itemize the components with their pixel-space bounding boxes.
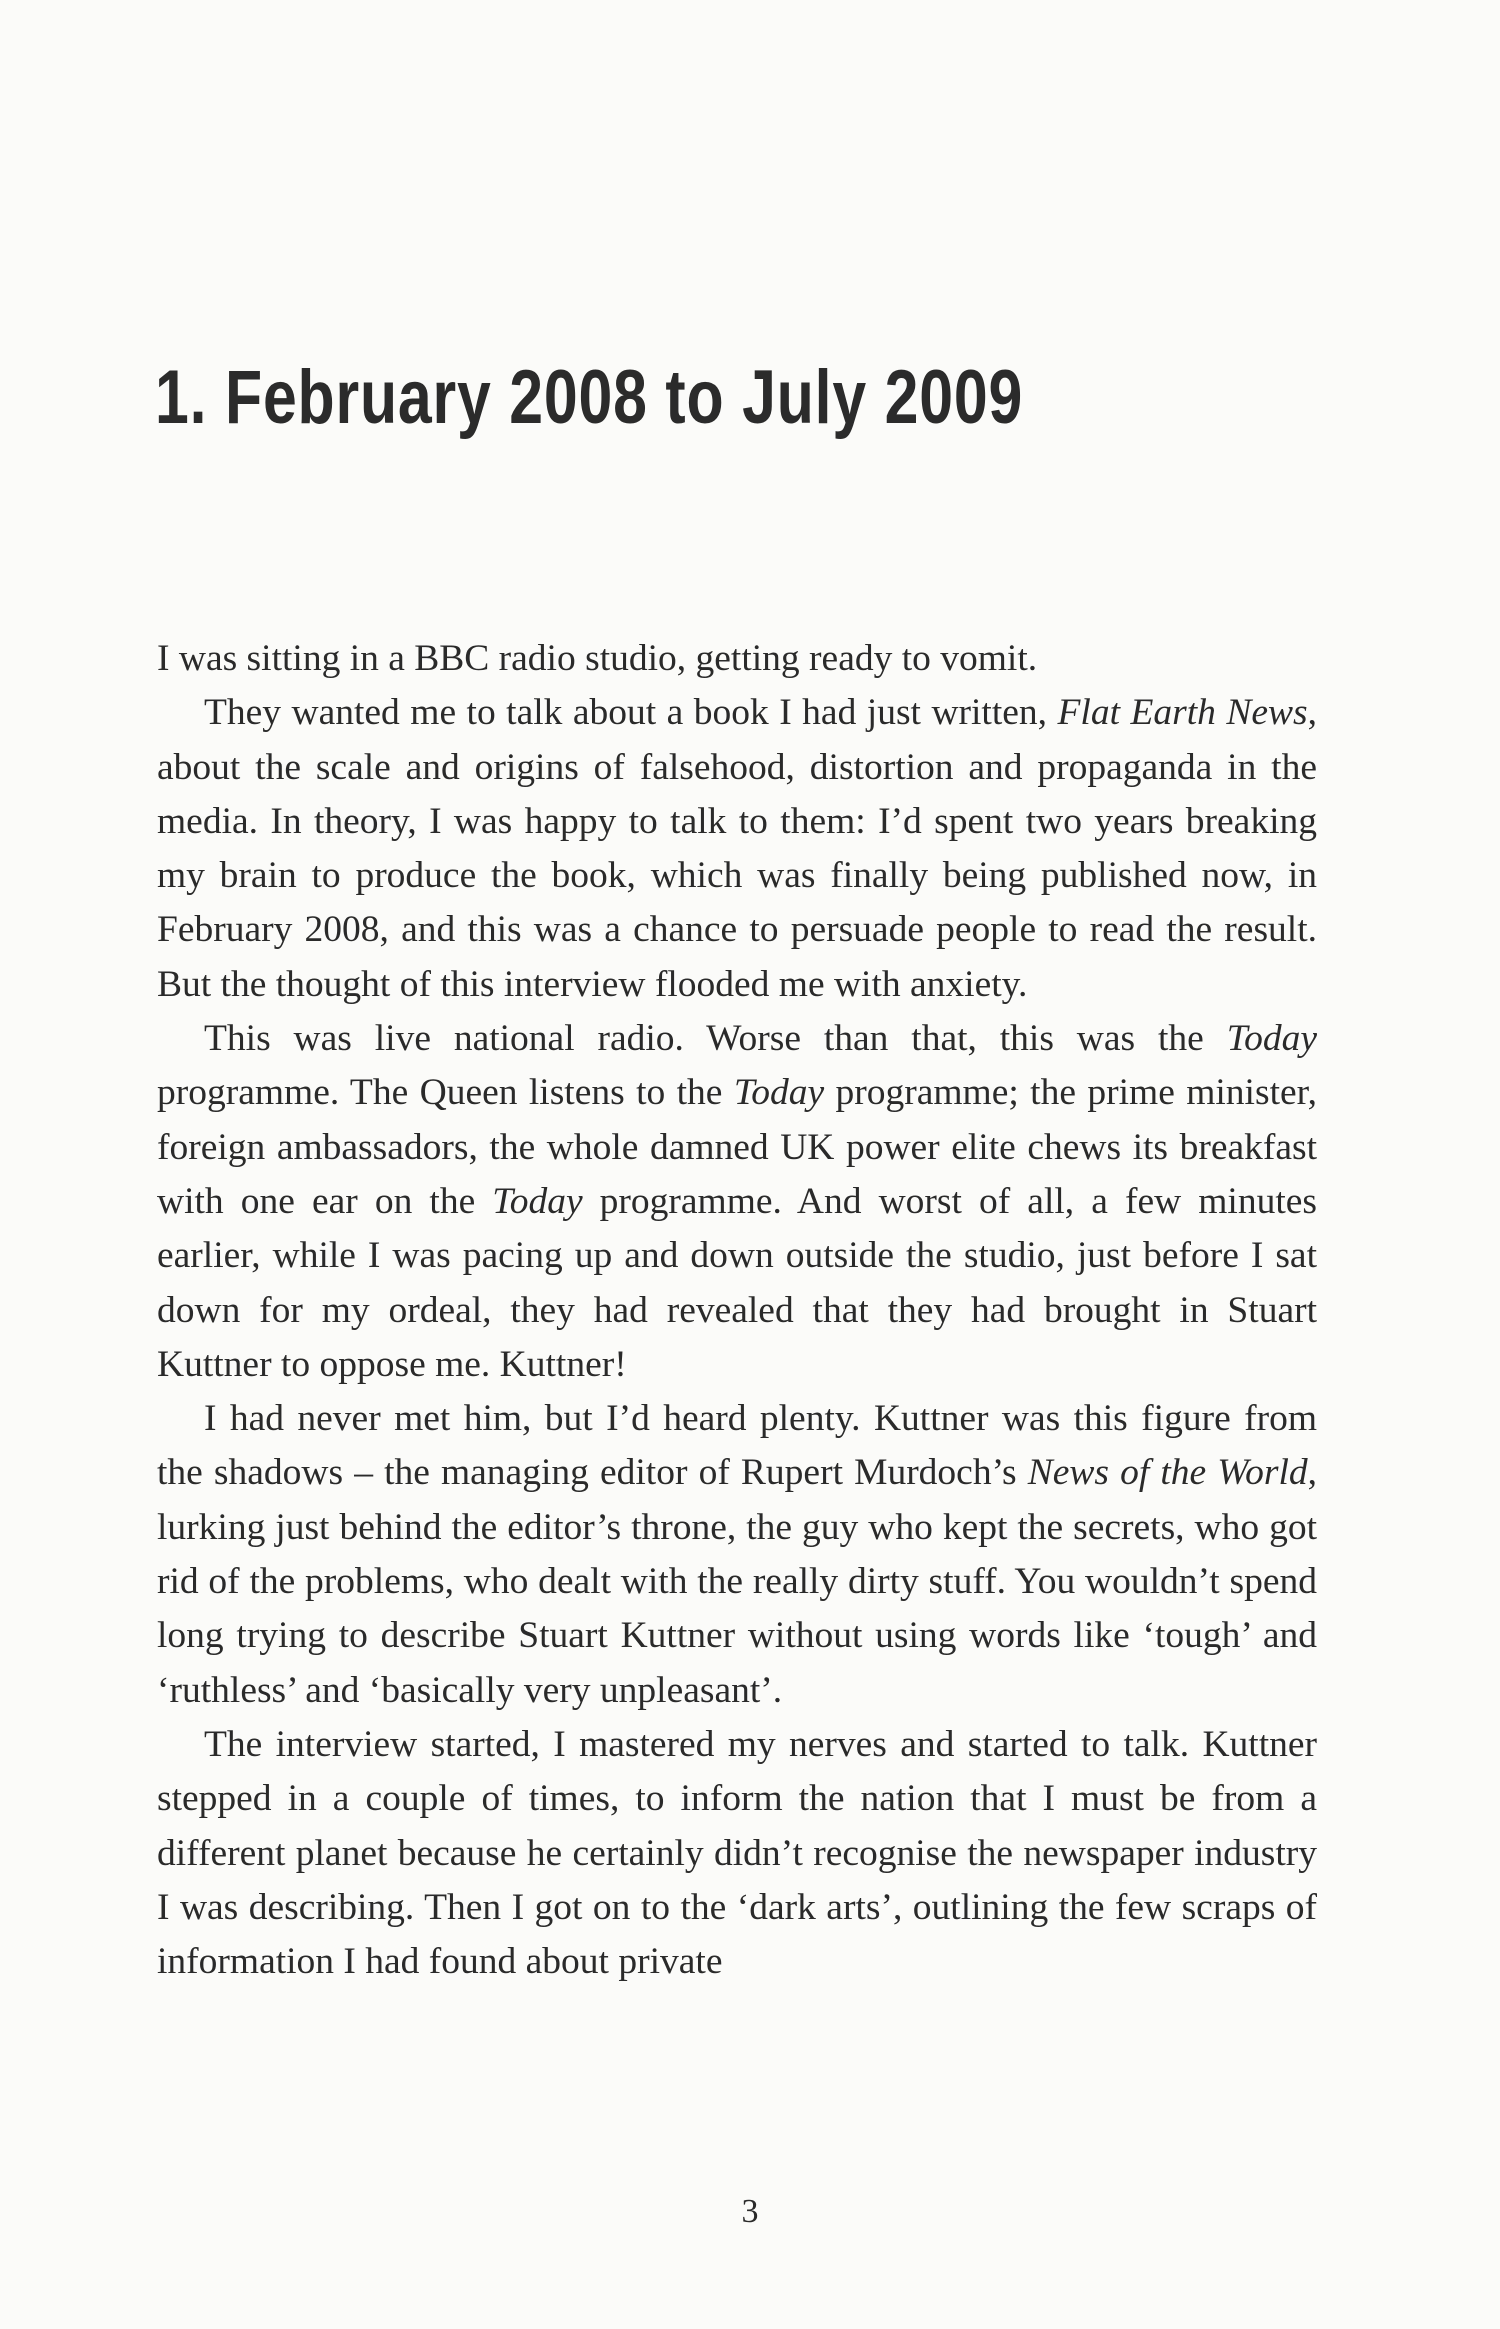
book-title-italic: Flat Earth News [1057, 692, 1308, 734]
text-segment: I was sitting in a BBC radio studio, getting ready to vomit. [157, 638, 1038, 679]
text-segment: I had never met him, but I’d heard plenty. Kuttner was this figure from the shadows – the managing editor of Rupert Murdoch’s [157, 1398, 1317, 1494]
chapter-title: 1. February 2008 to July 2009 [155, 355, 1024, 440]
paragraph-1 [157, 632, 1317, 686]
text-segment: , lurking just behind the editor’s throne, the guy who kept the secrets, who got rid of the problems, who dealt with the really dirty stuff. You wouldn’t spend long trying to describe Stuart Kuttner without using words like ‘tough’ and ‘ruthless’ and ‘basically very unpleasant’. [157, 1452, 1317, 1711]
page-number: 3 [741, 2193, 759, 2230]
text-segment: programme. The Queen listens to the [157, 1072, 734, 1114]
text-segment: This was live national radio. Worse than that, this was the [204, 1018, 1227, 1060]
text-segment: programme; the prime minister, foreign ambassadors, the whole damned UK power elite chews its breakfast with one ear on the [157, 1072, 1317, 1222]
programme-title-italic: Today [733, 1072, 825, 1114]
newspaper-title-italic: News of the World [1027, 1452, 1308, 1494]
programme-title-italic: Today [1226, 1018, 1317, 1060]
text-segment: programme. And worst of all, a few minutes earlier, while I was pacing up and down outside the studio, just before I sat down for my ordeal, they had revealed that they had brought in Stuart Kuttner to oppose me. Kuttner! [157, 1180, 1317, 1385]
text-segment: The interview started, I mastered my nerves and started to talk. Kuttner stepped in a couple of times, to inform the nation that I must be from a different planet because he certainly didn’t recognise the newspaper industry I was describing. Then I got on to the ‘dark arts’, outlining the few scraps of information I had found about private [157, 1723, 1317, 1983]
text-segment: They wanted me to talk about a book I had just written, [204, 692, 1058, 734]
paragraph-2 [157, 686, 1317, 1012]
paragraph-5 [157, 1718, 1317, 1989]
body-text [157, 632, 1317, 1989]
text-segment: , about the scale and origins of falsehood, distortion and propaganda in the media. In theory, I was happy to talk to them: I’d spent two years breaking my brain to produce the book, which was finally being published now, in February 2008, and this was a chance to persuade people to read the result. But the thought of this interview flooded me with anxiety. [157, 692, 1317, 1005]
programme-title-italic: Today [492, 1180, 583, 1222]
paragraph-4 [157, 1392, 1317, 1718]
paragraph-3 [157, 1012, 1317, 1392]
